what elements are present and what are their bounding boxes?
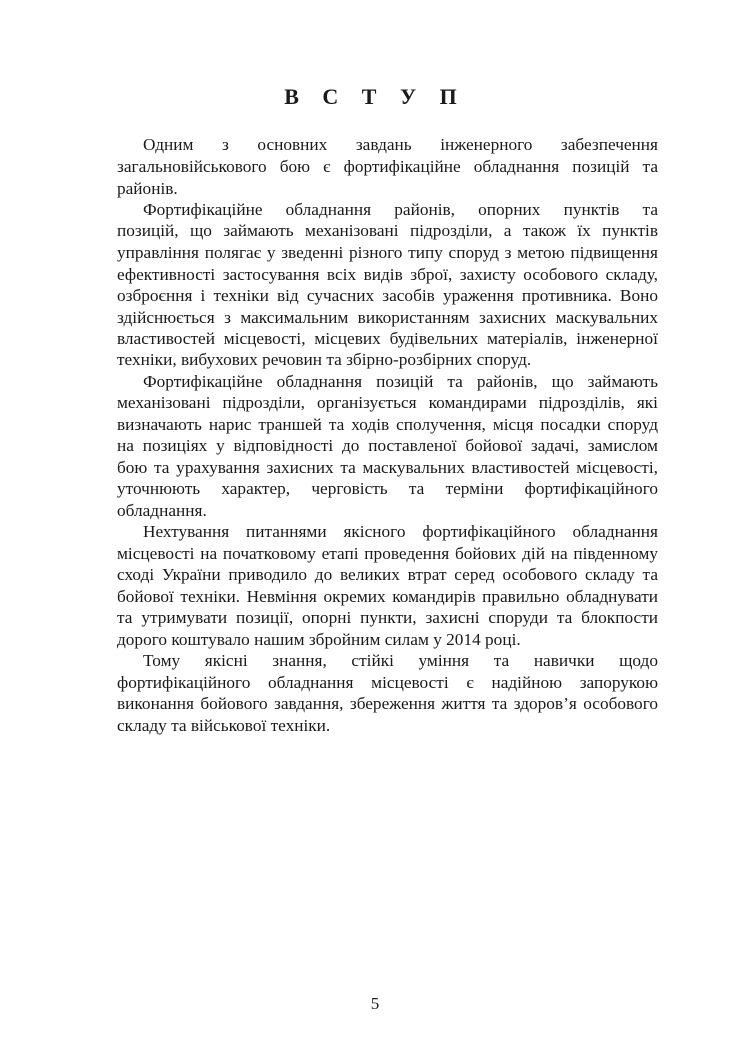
text-line: властивостей місцевості, місцевих будівельних матеріалів, інженерної xyxy=(117,329,658,348)
page-title: В С Т У П xyxy=(284,84,466,109)
text-line: місцевості на початковому етапі проведення бойових дій на південному xyxy=(117,544,658,563)
text-line: сході України приводило до великих втрат серед особового складу та xyxy=(117,565,658,584)
text-line: Фортифікаційне обладнання районів, опорних пунктів та xyxy=(143,200,658,219)
text-line: районів. xyxy=(117,179,178,198)
text-line: Тому якісні знання, стійкі уміння та навички щодо xyxy=(143,651,658,670)
text-line: на позиціях у відповідності до поставленої бойової задачі, замислом xyxy=(117,436,658,455)
text-line: бою та урахування захисних та маскувальних властивостей місцевості, xyxy=(117,458,658,477)
text-line: ефективності застосування всіх видів зброї, захисту особового складу, xyxy=(117,265,658,284)
text-line: Одним з основних завдань інженерного забезпечення xyxy=(143,135,658,154)
text-line: загальновійськового бою є фортифікаційне обладнання позицій та xyxy=(117,157,658,176)
text-line: Фортифікаційне обладнання позицій та районів, що займають xyxy=(143,372,658,391)
text-line: визначають нарис траншей та ходів сполучення, місця посадки споруд xyxy=(117,415,658,434)
text-line: управління полягає у зведенні різного типу споруд з метою підвищення xyxy=(117,243,658,262)
text-line: обладнання. xyxy=(117,501,207,520)
text-line: озброєння і техніки від сучасних засобів ураження противника. Воно xyxy=(117,286,658,305)
text-line: позицій, що займають механізовані підрозділи, а також їх пунктів xyxy=(117,221,658,240)
text-line: бойової техніки. Невміння окремих командирів правильно обладнувати xyxy=(117,587,658,606)
text-line: та утримувати позиції, опорні пункти, захисні споруди та блокпости xyxy=(117,608,658,627)
page-number: 5 xyxy=(370,994,380,1013)
text-line: Нехтування питаннями якісного фортифікаційного обладнання xyxy=(143,522,658,541)
text-line: техніки, вибухових речовин та збірно-розбірних споруд. xyxy=(117,350,532,369)
text-line: здійснюється з максимальним використанням захисних маскувальних xyxy=(117,308,658,327)
text-line: складу та військової техніки. xyxy=(117,716,331,735)
text-line: уточнюють характер, черговість та терміни фортифікаційного xyxy=(117,479,658,498)
text-line: виконання бойового завдання, збереження життя та здоров’я особового xyxy=(117,694,658,713)
text-line: дорого коштувало нашим збройним силам у 2014 році. xyxy=(117,630,521,649)
text-line: механізовані підрозділи, організується командирами підрозділів, які xyxy=(117,393,658,412)
text-line: фортифікаційного обладнання місцевості є надійною запорукою xyxy=(117,673,658,692)
